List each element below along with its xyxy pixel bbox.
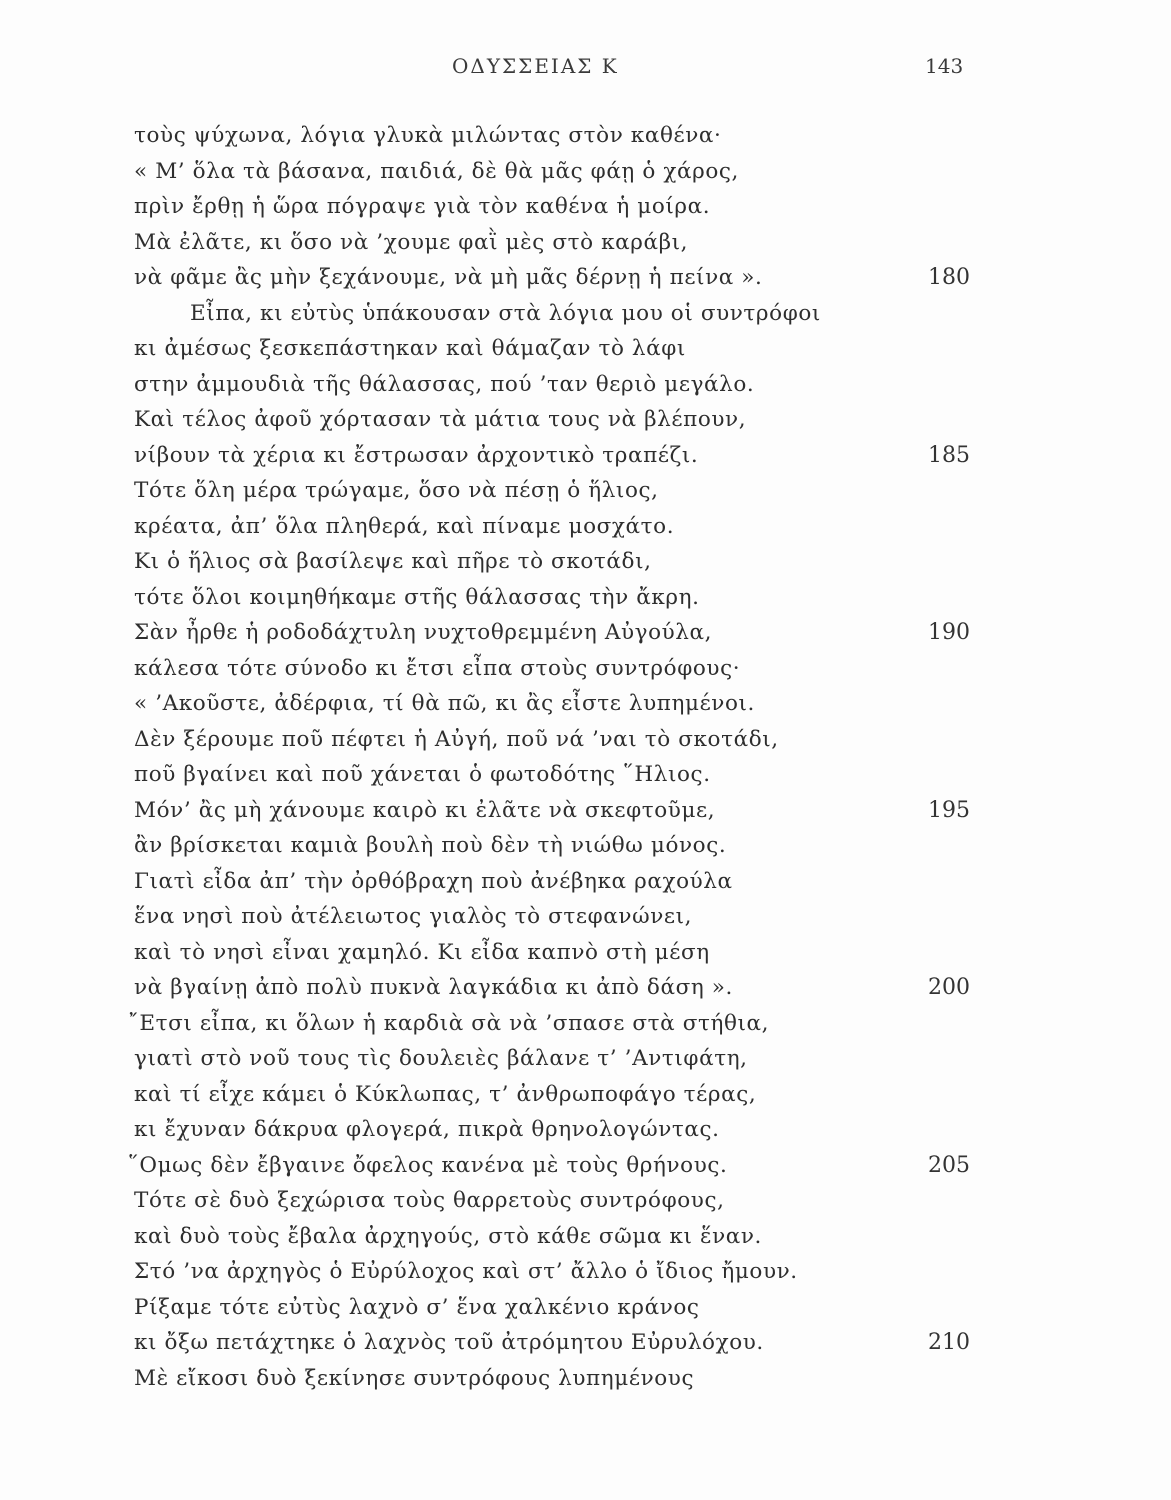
line-number: 200 xyxy=(928,975,970,1000)
verse-line xyxy=(0,722,1171,758)
verse-text: Στό ’να ἀρχηγὸς ὁ Εὐρύλοχος καὶ στ’ ἄλλο ὁ ἴδιος ἤμουν. xyxy=(134,1259,798,1284)
verse-text: Καὶ τέλος ἀφοῦ χόρτασαν τὰ μάτια τους νὰ βλέπουν, xyxy=(134,407,747,432)
verse-text: Εἶπα, κι εὐτὺς ὑπάκουσαν στὰ λόγια μου οἱ συντρόφοι xyxy=(190,300,821,326)
verse-line xyxy=(0,189,1171,225)
verse-line xyxy=(0,260,1171,296)
line-number: 205 xyxy=(928,1152,970,1178)
verse-line xyxy=(0,580,1171,616)
verse-text: Ρίξαμε τότε εὐτὺς λαχνὸ σ’ ἕνα χαλκένιο κράνος xyxy=(134,1294,700,1320)
verse-line xyxy=(0,331,1171,367)
verse-text: καὶ τί εἶχε κάμει ὁ Κύκλωπας, τ’ ἀνθρωποφάγο τέρας, xyxy=(134,1081,757,1107)
verse-text: ἕνα νησὶ ποὺ ἀτέλειωτος γιαλὸς τὸ στεφανώνει, xyxy=(134,904,693,929)
verse-block xyxy=(0,118,1171,1396)
verse-text: κάλεσα τότε σύνοδο κι ἔτσι εἶπα στοὺς συντρόφους· xyxy=(134,655,741,681)
verse-line xyxy=(0,899,1171,935)
running-title: ΟΔΥΣΣΕΙΑΣ Κ xyxy=(452,54,619,78)
verse-line xyxy=(0,935,1171,971)
verse-text: Μόν’ ἂς μὴ χάνουμε καιρὸ κι ἐλᾶτε νὰ σκεφτοῦμε, xyxy=(134,797,716,823)
verse-text: νίβουν τὰ χέρια κι ἔστρωσαν ἀρχοντικὸ τραπέζι. xyxy=(134,442,699,468)
verse-line xyxy=(0,296,1171,332)
verse-text: ῎Ετσι εἶπα, κι ὅλων ἡ καρδιὰ σὰ νὰ ’σπασε στὰ στήθια, xyxy=(128,1010,770,1036)
verse-line xyxy=(0,864,1171,900)
verse-text: καὶ δυὸ τοὺς ἔβαλα ἀρχηγούς, στὸ κάθε σῶμα κι ἕναν. xyxy=(134,1223,762,1249)
verse-line xyxy=(0,686,1171,722)
verse-line xyxy=(0,1361,1171,1397)
verse-text: κι ἔχυναν δάκρυα φλογερά, πικρὰ θρηνολογώντας. xyxy=(134,1117,720,1142)
verse-line xyxy=(0,118,1171,154)
verse-line xyxy=(0,970,1171,1006)
verse-text: ῞Ομως δὲν ἔβγαινε ὄφελος κανένα μὲ τοὺς θρήνους. xyxy=(128,1152,728,1178)
verse-text: Τότε ὅλη μέρα τρώγαμε, ὅσο νὰ πέσῃ ὁ ἥλιος, xyxy=(134,478,659,503)
verse-line xyxy=(0,1006,1171,1042)
verse-line xyxy=(0,473,1171,509)
line-number: 185 xyxy=(928,442,970,468)
verse-text: ποῦ βγαίνει καὶ ποῦ χάνεται ὁ φωτοδότης ῞Ηλιος. xyxy=(134,762,711,787)
verse-line xyxy=(0,1041,1171,1077)
verse-line xyxy=(0,1112,1171,1148)
verse-text: γιατὶ στὸ νοῦ τους τὶς δουλειὲς βάλανε τ’ ’Αντιφάτη, xyxy=(134,1046,748,1071)
verse-text: Σὰν ἦρθε ἡ ροδοδάχτυλη νυχτοθρεμμένη Αὐγούλα, xyxy=(134,620,713,645)
verse-text: κι ἀμέσως ξεσκεπάστηκαν καὶ θάμαζαν τὸ λάφι xyxy=(134,336,686,361)
verse-line xyxy=(0,225,1171,261)
verse-line xyxy=(0,1254,1171,1290)
verse-line xyxy=(0,651,1171,687)
verse-line xyxy=(0,1183,1171,1219)
verse-text: τοὺς ψύχωνα, λόγια γλυκὰ μιλώντας στὸν καθένα· xyxy=(134,123,722,148)
verse-text: νὰ βγαίνῃ ἀπὸ πολὺ πυκνὰ λαγκάδια κι ἀπὸ δάση ». xyxy=(134,975,733,1000)
verse-text: « Μ’ ὅλα τὰ βάσανα, παιδιά, δὲ θὰ μᾶς φάῃ ὁ χάρος, xyxy=(134,158,739,184)
verse-text: Δὲν ξέρουμε ποῦ πέφτει ἡ Αὐγή, ποῦ νά ’ναι τὸ σκοτάδι, xyxy=(134,726,779,752)
verse-line xyxy=(0,544,1171,580)
verse-line xyxy=(0,367,1171,403)
verse-line xyxy=(0,154,1171,190)
verse-line xyxy=(0,1148,1171,1184)
verse-text: νὰ φᾶμε ἂς μὴν ξεχάνουμε, νὰ μὴ μᾶς δέρνῃ ἡ πείνα ». xyxy=(134,265,763,290)
verse-text: Γιατὶ εἶδα ἀπ’ τὴν ὀρθόβραχη ποὺ ἀνέβηκα ραχούλα xyxy=(134,868,733,894)
verse-line xyxy=(0,509,1171,545)
verse-text: ἂν βρίσκεται καμιὰ βουλὴ ποὺ δὲν τὴ νιώθω μόνος. xyxy=(134,833,727,858)
verse-text: Μὰ ἐλᾶτε, κι ὅσο νὰ ’χουμε φαῒ μὲς στὸ καράβι, xyxy=(134,229,689,255)
verse-line xyxy=(0,1077,1171,1113)
verse-text: Κι ὁ ἥλιος σὰ βασίλεψε καὶ πῆρε τὸ σκοτάδι, xyxy=(134,549,652,574)
verse-text: Τότε σὲ δυὸ ξεχώρισα τοὺς θαρρετοὺς συντρόφους, xyxy=(134,1188,725,1213)
verse-text: κι ὄξω πετάχτηκε ὁ λαχνὸς τοῦ ἀτρόμητου Εὐρυλόχου. xyxy=(134,1330,764,1355)
verse-line xyxy=(0,438,1171,474)
line-number: 190 xyxy=(928,620,970,645)
page-number: 143 xyxy=(925,54,964,78)
verse-line xyxy=(0,1325,1171,1361)
verse-text: « ’Ακοῦστε, ἀδέρφια, τί θὰ πῶ, κι ἂς εἶστε λυπημένοι. xyxy=(134,691,755,716)
verse-text: στην ἀμμουδιὰ τῆς θάλασσας, πού ’ταν θεριὸ μεγάλο. xyxy=(134,371,755,397)
verse-line xyxy=(0,1219,1171,1255)
running-head xyxy=(0,54,1171,86)
verse-line xyxy=(0,793,1171,829)
verse-text: τότε ὅλοι κοιμηθήκαμε στῆς θάλασσας τὴν ἄκρη. xyxy=(134,584,700,610)
verse-line xyxy=(0,757,1171,793)
verse-text: καὶ τὸ νησὶ εἶναι χαμηλό. Κι εἶδα καπνὸ στὴ μέση xyxy=(134,939,710,965)
line-number: 180 xyxy=(928,265,970,290)
verse-text: Μὲ εἴκοσι δυὸ ξεκίνησε συντρόφους λυπημένους xyxy=(134,1365,695,1391)
line-number: 210 xyxy=(928,1330,970,1355)
verse-line xyxy=(0,828,1171,864)
verse-text: κρέατα, ἀπ’ ὅλα πληθερά, καὶ πίναμε μοσχάτο. xyxy=(134,513,675,539)
verse-line xyxy=(0,615,1171,651)
verse-line xyxy=(0,1290,1171,1326)
verse-text: πρὶν ἔρθῃ ἡ ὥρα πόγραψε γιὰ τὸν καθένα ἡ μοίρα. xyxy=(134,194,711,219)
verse-line xyxy=(0,402,1171,438)
line-number: 195 xyxy=(928,797,970,823)
